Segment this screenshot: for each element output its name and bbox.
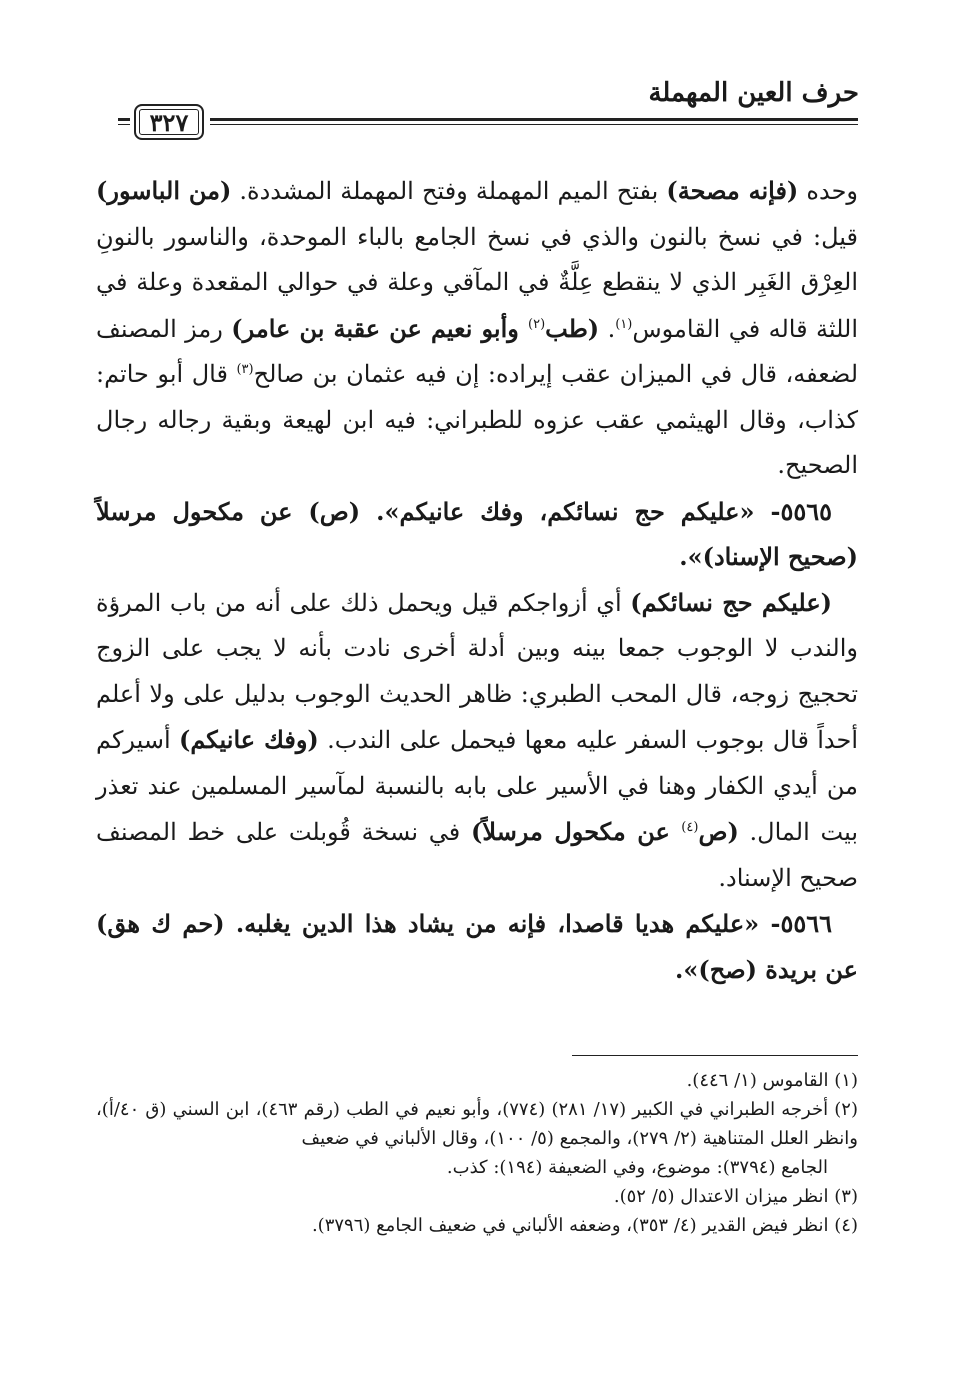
main-text: [96, 168, 858, 992]
footnote-2: (٢) أخرجه الطبراني في الكبير (١٧/ ٢٨١) (٧٧٤)، وأبو نعيم في الطب (رقم ٤٦٣)، ابن السني (ق ٤٠/أ)، وانظر العلل المتناهية (٢/ ٢٧٩)، والمجمع (٥/ ١٠٠)، وقال الألباني في ضعيف: [96, 1099, 858, 1149]
chapter-title: حرف العين المهملة: [648, 78, 859, 108]
footnote-ref-3: (٣): [236, 362, 254, 377]
footnote-ref-2: (٢): [528, 316, 546, 332]
footnote-ref-1: (١): [615, 316, 633, 332]
footnote-separator: [572, 1055, 858, 1056]
header-rule: [210, 118, 858, 125]
paragraph-2: (عليكم حج نسائكم) أي أزواجكم قيل ويحمل ذلك على أنه من باب المرؤة والندب لا الوجوب جمعا بينه وبين أدلة أخرى نادت بأنه لا يجب على الزوج تحجيج زوجه، قال المحب الطبري: ظاهر الحديث الوجوب بدليل على ولا أعلم أحداً قال بوجوب السفر عليه معها فيحمل على الندب. (وفك عانيكم) أسيركم من أيدي الكفار وهنا في الأسير على بابه بالنسبة لمآسير المسلمين عند تعذر بيت المال. (ص$^{(٤)}$ عن مكحول مرسلاً) في نسخة قُوبلت على خط المصنف صحيح الإسناد.: [96, 587, 858, 892]
footnote-1: (١) القاموس (١/ ٤٤٦).: [686, 1070, 858, 1091]
footnote-2-continued: الجامع (٣٧٩٤): موضوع، وفي الضعيفة (١٩٤): كذب.: [446, 1157, 828, 1178]
hadith-5566: ٥٥٦٦- «عليكم هديا قاصدا، فإنه من يشاد هذا الدين يغلبه. (حم ك هق) عن بريدة (صح)».: [96, 909, 858, 984]
footnotes: [96, 1066, 858, 1240]
header-rule-end: [118, 118, 130, 125]
hadith-5565: ٥٥٦٥- «عليكم حج نسائكم، وفك عانيكم». (ص) عن مكحول مرسلاً (صحيح الإسناد)».: [96, 496, 858, 571]
footnote-3: (٣) انظر ميزان الاعتدال (٥/ ٥٢).: [613, 1186, 858, 1207]
footnote-ref-4: (٤): [681, 820, 699, 835]
footnote-4: (٤) انظر فيض القدير (٤/ ٣٥٣)، وضعفه الألباني في ضعيف الجامع (٣٧٩٦).: [311, 1215, 858, 1236]
page-number: ٣٢٧: [134, 104, 204, 140]
paragraph-1: وحده (فإنه مصحة) بفتح الميم المهملة وفتح المهملة المشددة. (من الباسور) قيل: في نسخ بالنون والذي في نسخ الجامع بالباء الموحدة، والناسور بالنونِ العِرْق الغَبِر الذي لا ينقطع عِلَّةٌ في المآقي وعلة في حوالي المقعدة وعلة في اللثة قاله في القاموس$^{(١)}$. (طب$^{(٢)}$ وأبو نعيم عن عقبة بن عامر) رمز المصنف لضعفه، قال في الميزان عقب إيراده: إن فيه عثمان بن صالح$^{(٣)}$ قال أبو حاتم: كذاب، وقال الهيثمي عقب عزوه للطبراني: فيه ابن لهيعة وبقية رجاله رجال الصحيح.: [96, 176, 859, 479]
